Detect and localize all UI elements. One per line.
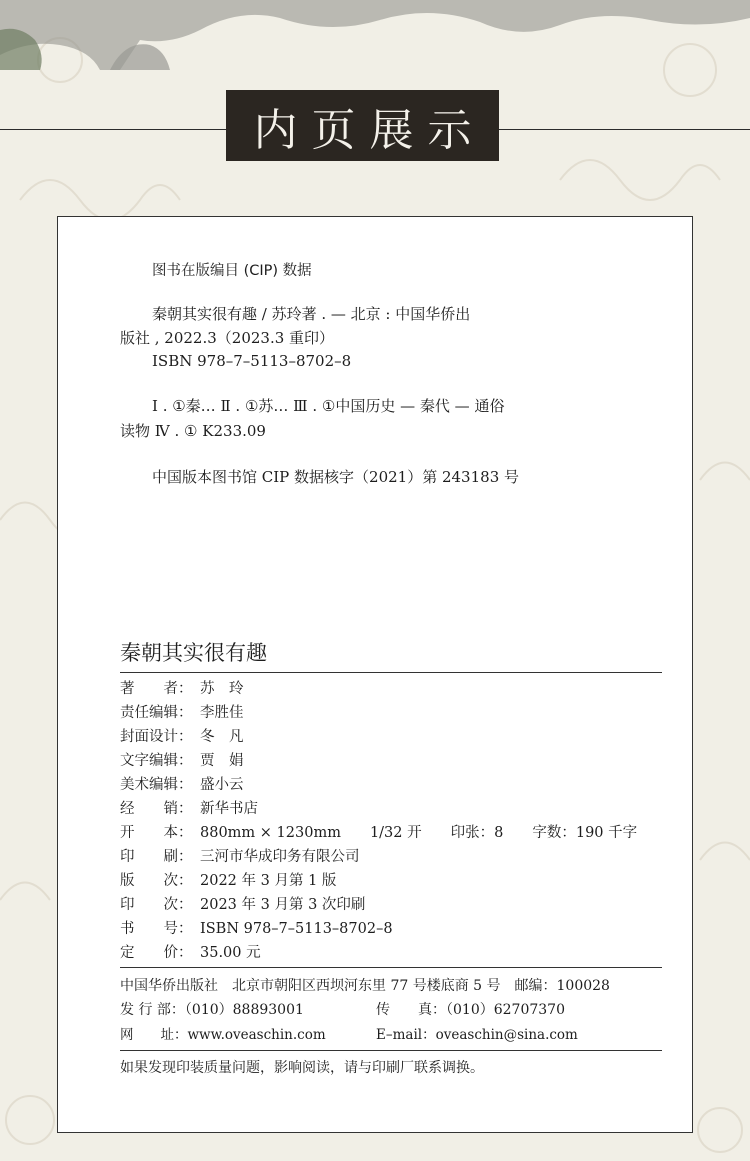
web-value: www.oveaschin.com: [187, 1027, 326, 1043]
info-row: [120, 679, 244, 699]
info-row: [120, 871, 336, 891]
email-label: E–mail：: [376, 1027, 436, 1043]
email-value: oveaschin@sina.com: [435, 1027, 578, 1043]
info-label: 印 次：: [120, 897, 193, 913]
contact-rule: [120, 1050, 662, 1051]
info-value: 盛小云: [200, 777, 244, 793]
info-label: 书 号：: [120, 921, 193, 937]
info-value: 880mm × 1230mm 1/32 开 印张：8 字数：190 千字: [200, 825, 638, 841]
info-value: 35.00 元: [200, 945, 261, 961]
info-row: [120, 775, 244, 795]
info-rule: [120, 967, 662, 968]
info-value: 2022 年 3 月第 1 版: [200, 873, 337, 889]
quality-notice: 如果发现印装质量问题，影响阅读，请与印刷厂联系调换。: [120, 1060, 484, 1076]
info-label: 美术编辑：: [120, 777, 193, 793]
info-row: [120, 751, 244, 771]
info-row: [120, 847, 360, 867]
cip-record: 中国版本图书馆 CIP 数据核字（2021）第 243183 号: [152, 468, 520, 486]
phone-value: （010）88893001: [184, 1002, 304, 1018]
info-label: 封面设计：: [120, 729, 193, 745]
info-label: 经 销：: [120, 801, 193, 817]
info-label: 开 本：: [120, 825, 193, 841]
info-label: 版 次：: [120, 873, 193, 889]
info-row: [120, 703, 244, 723]
info-value: 冬 凡: [200, 729, 244, 745]
email-row: [376, 1025, 578, 1045]
info-value: ISBN 978–7–5113–8702–8: [200, 921, 393, 937]
info-row: [120, 727, 244, 747]
info-value: 李胜佳: [200, 705, 244, 721]
fax-label: 传 真：: [376, 1002, 446, 1018]
web-label: 网 址：: [120, 1027, 188, 1043]
section-title: 内页展示: [226, 90, 499, 161]
cip-class-line2: 读物 Ⅳ . ① K233.09: [120, 422, 266, 440]
fax-value: （010）62707370: [446, 1002, 565, 1018]
info-label: 印 刷：: [120, 849, 193, 865]
info-label: 定 价：: [120, 945, 193, 961]
cip-isbn: ISBN 978–7–5113–8702–8: [152, 352, 352, 370]
info-row: [120, 799, 258, 819]
cip-class-line1: Ⅰ . ①秦… Ⅱ . ①苏… Ⅲ . ①中国历史 — 秦代 — 通俗: [152, 397, 505, 415]
title-rule: [120, 672, 662, 673]
info-row: [120, 919, 393, 939]
copyright-page: [57, 216, 693, 1133]
fax-row: [376, 1000, 565, 1020]
info-value: 贾 娟: [200, 753, 244, 769]
cip-entry-line2: 版社 , 2022.3（2023.3 重印）: [120, 329, 335, 347]
phone-row: [120, 1000, 304, 1020]
info-label: 著 者：: [120, 681, 193, 697]
info-value: 三河市华成印务有限公司: [200, 849, 360, 865]
info-label: 责任编辑：: [120, 705, 193, 721]
web-row: [120, 1025, 326, 1045]
info-value: 新华书店: [200, 801, 258, 817]
cip-heading: 图书在版编目 (CIP) 数据: [152, 263, 312, 279]
info-row: [120, 943, 261, 963]
book-title: 秦朝其实很有趣: [120, 641, 267, 665]
info-row: [120, 823, 637, 843]
phone-label: 发 行 部：: [120, 1002, 185, 1018]
cip-entry-line1: 秦朝其实很有趣 / 苏玲著 . — 北京 : 中国华侨出: [152, 305, 471, 323]
info-value: 2023 年 3 月第 3 次印刷: [200, 897, 366, 913]
info-row: [120, 895, 365, 915]
info-value: 苏 玲: [200, 681, 244, 697]
ink-mountain-decoration: [0, 0, 750, 70]
info-label: 文字编辑：: [120, 753, 193, 769]
publisher-address: 中国华侨出版社 北京市朝阳区西坝河东里 77 号楼底商 5 号 邮编：100028: [120, 978, 610, 994]
